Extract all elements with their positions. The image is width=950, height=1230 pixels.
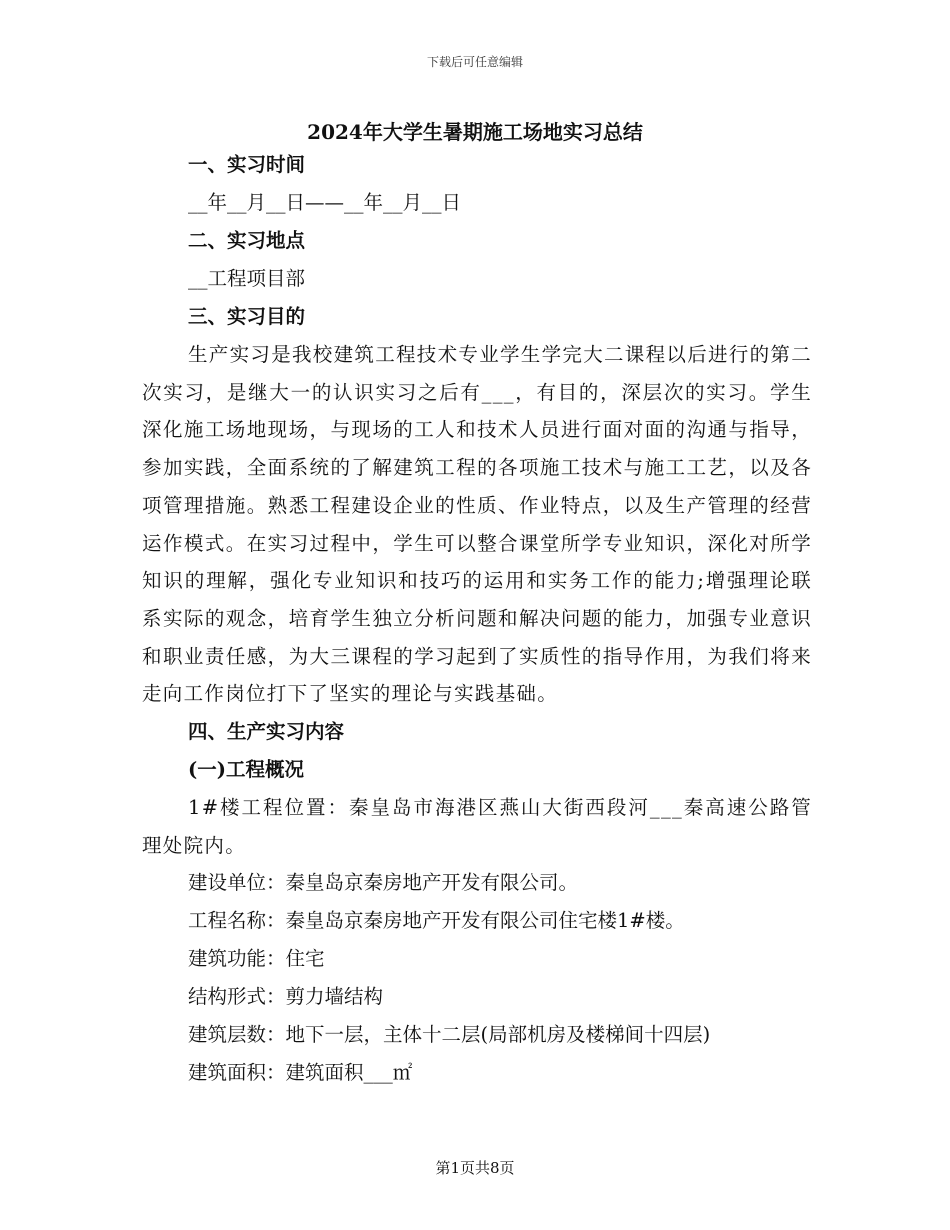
document-title: 2024年大学生暑期施工场地实习总结	[307, 120, 643, 144]
page-number-footer: 第1页共8页	[435, 1159, 515, 1177]
page-header: 下载后可任意编辑	[426, 55, 523, 69]
overview-line-structure: 结构形式：剪力墙结构	[188, 985, 384, 1009]
project-location-paragraph: 1#楼工程位置：秦皇岛市海港区燕山大街西段河___秦高速公路管理处院内。	[142, 796, 812, 857]
overview-line-area: 建筑面积：建筑面积___㎡	[188, 1061, 413, 1085]
overview-line-builder: 建设单位：秦皇岛京秦房地产开发有限公司。	[188, 871, 579, 895]
purpose-paragraph: 生产实习是我校建筑工程技术专业学生学完大二课程以后进行的第二次实习，是继大一的认识实习之后有___，有目的，深层次的实习。学生深化施工场地现场，与现场的工人和技术人员进行面对面的沟通与指导，参加实践，全面系统的了解建筑工程的各项施工技术与施工工艺，以及各项管理措施。熟悉工程建设企业的性质、作业特点，以及生产管理的经营运作模式。在实习过程中，学生可以整合课堂所学专业知识，深化对所学知识的理解，强化专业知识和技巧的运用和实务工作的能力;增强理论联系实际的观念，培育学生独立分析问题和解决问题的能力，加强专业意识和职业责任感，为大三课程的学习起到了实质性的指导作用，为我们将来走向工作岗位打下了坚实的理论与实践基础。	[142, 343, 813, 706]
section-heading-content: 四、生产实习内容	[188, 720, 345, 744]
section-heading-time: 一、实习时间	[188, 153, 306, 176]
section-heading-purpose: 三、实习目的	[188, 305, 306, 328]
internship-location-line: __工程项目部	[188, 267, 306, 290]
subsection-heading-overview: (一)工程概况	[188, 758, 304, 782]
overview-line-function: 建筑功能：住宅	[188, 947, 325, 971]
internship-time-line: __年__月__日——__年__月__日	[188, 191, 462, 214]
overview-line-project-name: 工程名称：秦皇岛京秦房地产开发有限公司住宅楼1#楼。	[188, 909, 685, 933]
document-body	[142, 146, 812, 1092]
section-heading-location: 二、实习地点	[188, 229, 306, 252]
overview-line-floors: 建筑层数：地下一层，主体十二层(局部机房及楼梯间十四层)	[188, 1023, 711, 1047]
